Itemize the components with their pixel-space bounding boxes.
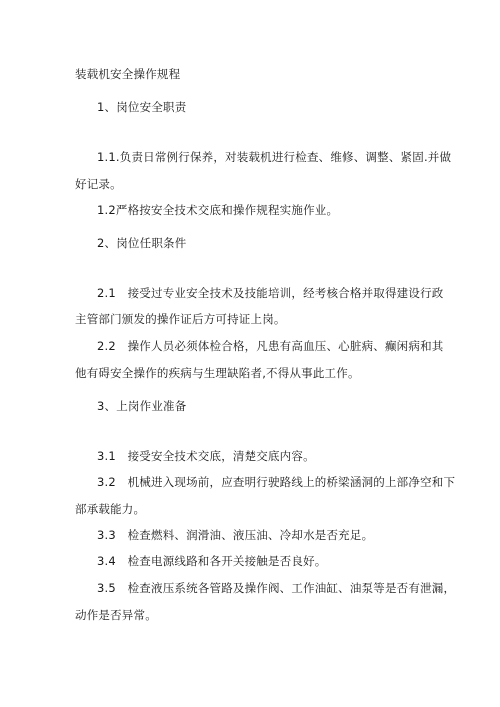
section-heading: 3、上岗作业准备 xyxy=(97,399,187,413)
paragraph-line: 好记录。 xyxy=(75,177,122,191)
paragraph-line: 3.1 接受安全技术交底，清楚交底内容。 xyxy=(97,449,315,463)
paragraph-line: 他有碍安全操作的疾病与生理缺陷者,不得从事此工作。 xyxy=(75,366,360,380)
paragraph-line: 3.2 机械进入现场前，应查明行驶路线上的桥梁涵洞的上部净空和下 xyxy=(97,475,456,489)
paragraph-line: 1.2严格按安全技术交底和操作规程实施作业。 xyxy=(97,203,339,217)
paragraph-line: 3.3 检查燃料、润滑油、液压油、冷却水是否充足。 xyxy=(97,528,374,542)
section-heading: 2、岗位任职条件 xyxy=(97,236,187,250)
paragraph-line: 2.2 操作人员必须体检合格，凡患有高血压、心脏病、癫闲病和其 xyxy=(97,339,444,353)
paragraph-line: 1.1.负责日常例行保养，对装载机进行检查、维修、调整、紧固.并做 xyxy=(97,150,452,164)
paragraph-line: 3.4 检查电源线路和各开关接触是否良好。 xyxy=(97,554,327,568)
paragraph-line: 主管部门颁发的操作证后方可持证上岗。 xyxy=(75,312,286,326)
paragraph-line: 2.1 接受过专业安全技术及技能培训，经考核合格并取得建设行政 xyxy=(97,286,444,300)
section-heading: 1、岗位安全职责 xyxy=(97,100,187,114)
paragraph-line: 部承载能力。 xyxy=(75,502,146,516)
document-title: 装载机安全操作规程 xyxy=(75,67,181,81)
paragraph-line: 3.5 检查液压系统各管路及操作阀、工作油缸、油泵等是否有泄漏， xyxy=(97,581,456,595)
paragraph-line: 动作是否异常。 xyxy=(75,608,157,622)
